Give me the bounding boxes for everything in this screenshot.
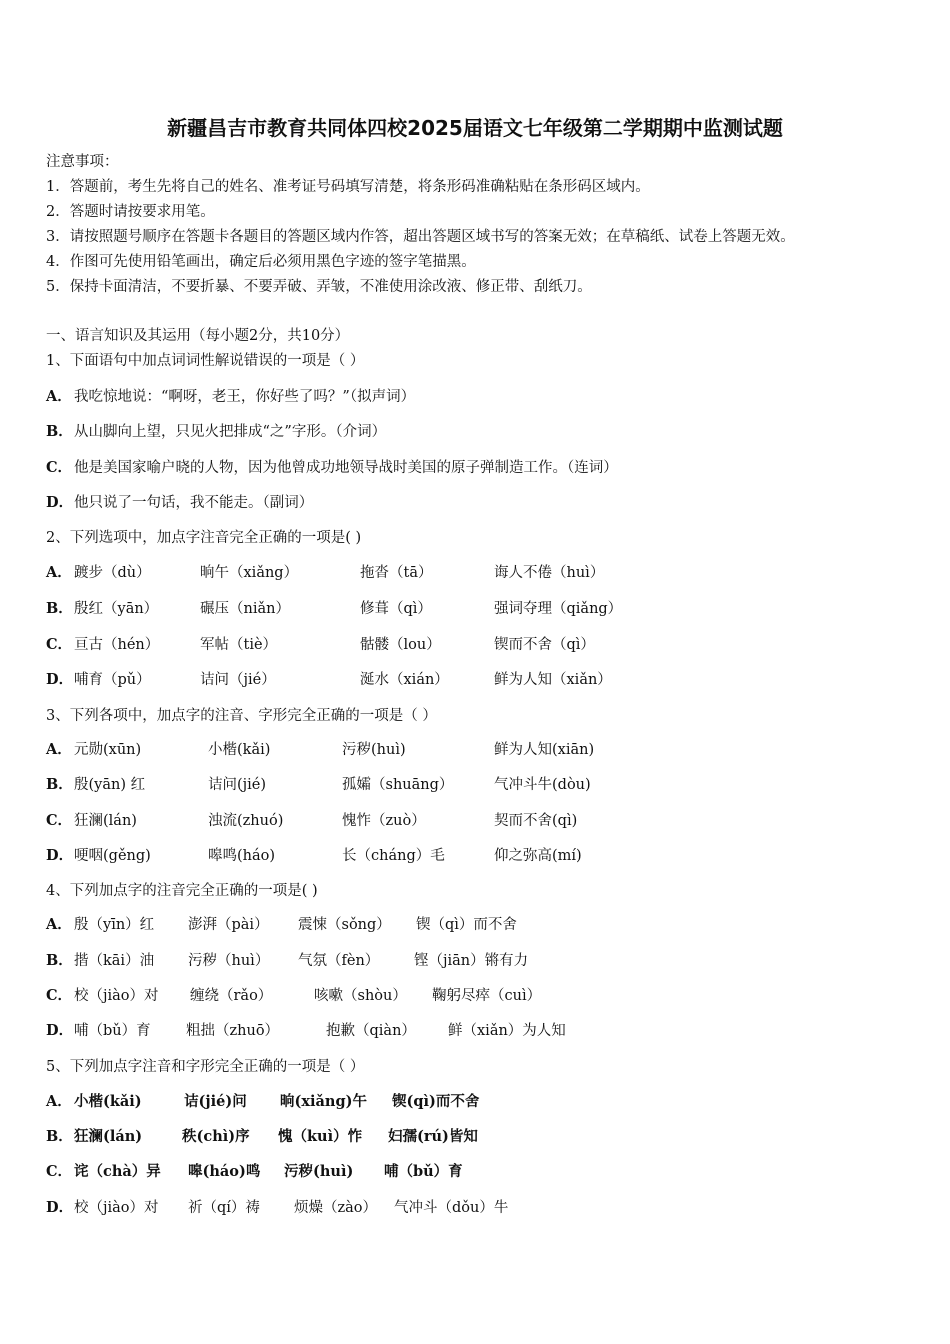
section-heading: 一、语言知识及其运用（每小题2分，共10分） — [46, 328, 350, 344]
question-2-option-a — [46, 563, 906, 583]
question-4-option-d — [46, 1021, 906, 1041]
option-cell: 哺育（pǔ） — [74, 672, 151, 688]
option-cell: 澎湃（pài） — [188, 917, 269, 933]
option-cell: 污秽（huì） — [188, 953, 270, 969]
notice-item: 2．答题时请按要求用笔。 — [46, 204, 215, 220]
option-text: 从山脚向上望，只见火把排成“之”字形。（介词） — [74, 424, 387, 440]
option-cell: 亘古（hén） — [74, 637, 160, 653]
option-cell: 诲人不倦（huì） — [494, 565, 605, 581]
option-cell: 哺（bǔ）育 — [384, 1163, 463, 1180]
option-cell: 锲而不舍（qì） — [494, 637, 595, 653]
option-label: C． — [46, 459, 73, 476]
option-cell: 咳嗽（shòu） — [314, 988, 407, 1004]
question-2-option-d — [46, 670, 906, 690]
option-cell: 揩（kāi）油 — [74, 953, 155, 969]
notice-heading: 注意事项： — [46, 154, 119, 170]
option-cell: 踱步（dù） — [74, 565, 151, 581]
option-label: C． — [46, 987, 73, 1004]
option-cell: 校（jiào）对 — [74, 988, 159, 1004]
page-title: 新疆昌吉市教育共同体四校2025届语文七年级第二学期期中监测试题 — [167, 116, 783, 140]
option-label: A． — [46, 388, 72, 405]
option-cell: 殷(yān) 红 — [74, 777, 146, 793]
option-cell: 秩(chì)序 — [182, 1128, 250, 1145]
option-cell: 诧（chà）异 — [74, 1163, 161, 1180]
option-cell: 强词夺理（qiǎng） — [494, 601, 623, 617]
option-cell: 孤孀（shuāng） — [342, 777, 454, 793]
option-cell: 拖沓（tā） — [360, 565, 433, 581]
option-cell: 粗拙（zhuō） — [186, 1023, 280, 1039]
option-label: D． — [46, 494, 74, 511]
option-cell: 元勋(xūn) — [74, 742, 142, 758]
option-cell: 嗥鸣(háo) — [208, 848, 276, 864]
option-text: 我吃惊地说：“啊呀，老王，你好些了吗？”（拟声词） — [74, 389, 416, 405]
question-4-option-a — [46, 915, 906, 935]
option-cell: 骷髅（lou） — [360, 637, 441, 653]
option-cell: 鲜为人知(xiān) — [494, 742, 595, 758]
option-cell: 气冲斗牛(dòu) — [494, 777, 591, 793]
option-label: B． — [46, 776, 73, 793]
question-2-option-c — [46, 635, 906, 655]
question-3-stem: 3、下列各项中，加点字的注音、字形完全正确的一项是（ ） — [46, 708, 437, 724]
option-text: 他只说了一句话，我不能走。（副词） — [74, 495, 314, 511]
option-label: B． — [46, 423, 73, 440]
option-cell: 鲜（xiǎn）为人知 — [448, 1023, 566, 1039]
notice-item: 4．作图可先使用铅笔画出，确定后必须用黑色字迹的签字笔描黑。 — [46, 254, 476, 270]
option-cell: 校（jiào）对 — [74, 1200, 159, 1216]
question-3-option-b — [46, 775, 906, 795]
option-cell: 妇孺(rú)皆知 — [388, 1128, 478, 1145]
option-label: D． — [46, 1022, 74, 1039]
notice-item: 3．请按照题号顺序在答题卡各题目的答题区域内作答，超出答题区域书写的答案无效；在草稿纸、试卷上答题无效。 — [46, 229, 795, 245]
question-1-option-c — [46, 458, 906, 478]
question-5-option-d — [46, 1198, 906, 1218]
question-3-option-c — [46, 811, 906, 831]
question-3-option-a — [46, 740, 906, 760]
option-label: D． — [46, 1199, 74, 1216]
option-cell: 污秽(huì) — [284, 1163, 354, 1180]
option-cell: 涎水（xián） — [360, 672, 449, 688]
option-cell: 诘问(jié) — [208, 777, 267, 793]
option-cell: 锲(qì)而不舍 — [392, 1093, 480, 1110]
question-2-stem: 2、下列选项中，加点字注音完全正确的一项是( ) — [46, 530, 362, 546]
option-label: A． — [46, 1093, 72, 1110]
option-label: A． — [46, 916, 72, 933]
question-5-stem: 5、下列加点字注音和字形完全正确的一项是（ ） — [46, 1059, 365, 1075]
option-cell: 晌(xiǎng)午 — [280, 1093, 367, 1110]
question-1-stem: 1、下面语句中加点词词性解说错误的一项是（ ） — [46, 353, 365, 369]
option-label: B． — [46, 600, 73, 617]
option-cell: 愧怍（zuò） — [342, 813, 426, 829]
option-cell: 气氛（fèn） — [298, 953, 380, 969]
option-cell: 震悚（sǒng） — [298, 917, 391, 933]
question-5-option-b — [46, 1127, 906, 1147]
option-label: B． — [46, 1128, 73, 1145]
option-cell: 嗥(háo)鸣 — [188, 1163, 261, 1180]
option-cell: 殷（yīn）红 — [74, 917, 155, 933]
option-cell: 哽咽(gěng) — [74, 848, 151, 864]
option-cell: 鞠躬尽瘁（cuì） — [432, 988, 542, 1004]
option-cell: 愧（kuì）怍 — [278, 1128, 363, 1145]
option-cell: 气冲斗（dǒu）牛 — [394, 1200, 509, 1216]
question-3-option-d — [46, 846, 906, 866]
option-cell: 晌午（xiǎng） — [200, 565, 299, 581]
option-cell: 锲（qì）而不舍 — [416, 917, 517, 933]
option-cell: 狂澜(lán) — [74, 813, 137, 829]
option-label: D． — [46, 671, 74, 688]
option-cell: 长（cháng）毛 — [342, 848, 445, 864]
option-cell: 小楷(kǎi) — [208, 742, 271, 758]
option-cell: 诘问（jié） — [200, 672, 276, 688]
question-1-option-b — [46, 422, 906, 442]
option-cell: 祈（qí）祷 — [188, 1200, 260, 1216]
option-cell: 污秽(huì) — [342, 742, 406, 758]
option-label: C． — [46, 1163, 73, 1180]
option-cell: 抱歉（qiàn） — [326, 1023, 416, 1039]
option-cell: 烦燥（zào） — [294, 1200, 378, 1216]
option-cell: 鲜为人知（xiǎn） — [494, 672, 612, 688]
option-cell: 碾压（niǎn） — [200, 601, 290, 617]
question-5-option-c — [46, 1162, 906, 1182]
notice-item: 1．答题前，考生先将自己的姓名、准考证号码填写清楚，将条形码准确粘贴在条形码区域内。 — [46, 179, 650, 195]
option-cell: 缠绕（rǎo） — [190, 988, 273, 1004]
option-label: C． — [46, 812, 73, 829]
option-label: C． — [46, 636, 73, 653]
question-1-option-a — [46, 387, 906, 407]
question-2-option-b — [46, 599, 906, 619]
option-label: D． — [46, 847, 74, 864]
option-cell: 军帖（tiè） — [200, 637, 278, 653]
option-cell: 修葺（qì） — [360, 601, 432, 617]
option-cell: 契而不舍(qì) — [494, 813, 578, 829]
question-1-option-d — [46, 493, 906, 513]
option-label: A． — [46, 564, 72, 581]
option-cell: 哺（bǔ）育 — [74, 1023, 151, 1039]
question-5-option-a — [46, 1092, 906, 1112]
option-cell: 浊流(zhuó) — [208, 813, 284, 829]
option-label: A． — [46, 741, 72, 758]
option-cell: 狂澜(lán) — [74, 1128, 143, 1145]
question-4-option-c — [46, 986, 906, 1006]
option-text: 他是美国家喻户晓的人物，因为他曾成功地领导战时美国的原子弹制造工作。（连词） — [74, 460, 618, 476]
notice-item: 5．保持卡面清洁，不要折暴、不要弄破、弄皱，不准使用涂改液、修正带、刮纸刀。 — [46, 279, 592, 295]
option-cell: 仰之弥高(mí) — [494, 848, 582, 864]
option-cell: 铿（jiān）锵有力 — [414, 953, 529, 969]
option-label: B． — [46, 952, 73, 969]
option-cell: 小楷(kǎi) — [74, 1093, 142, 1110]
option-cell: 殷红（yān） — [74, 601, 159, 617]
question-4-option-b — [46, 951, 906, 971]
option-cell: 诘(jié)问 — [184, 1093, 247, 1110]
question-4-stem: 4、下列加点字的注音完全正确的一项是( ) — [46, 883, 318, 899]
